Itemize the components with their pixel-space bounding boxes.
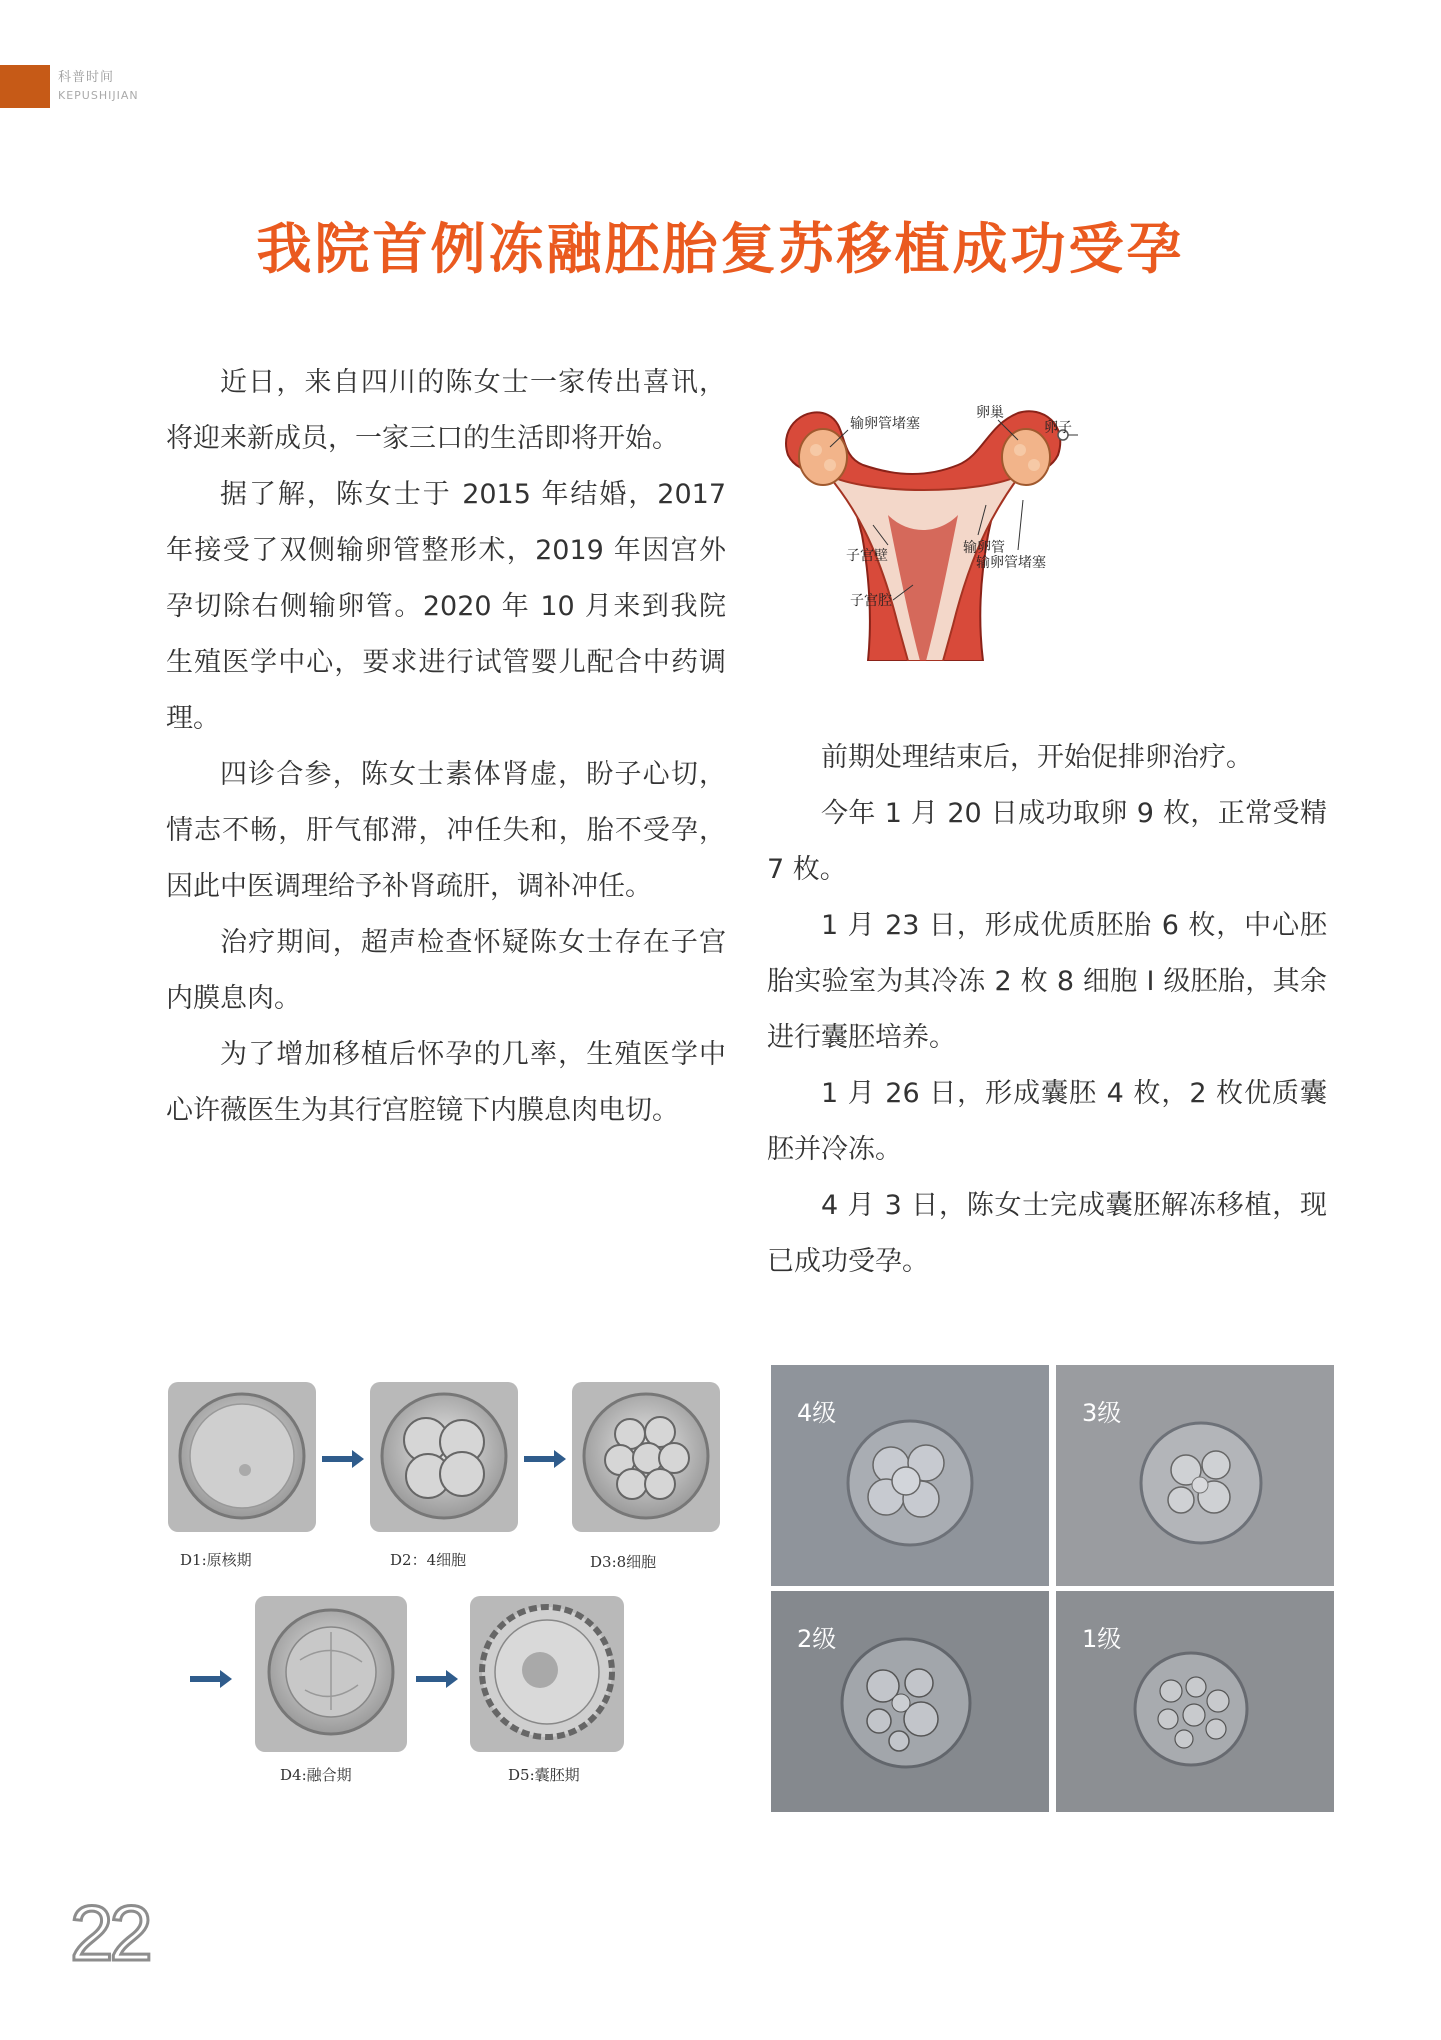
stage-label: D2：4细胞	[390, 1551, 467, 1569]
paragraph: 为了增加移植后怀孕的几率，生殖医学中心许薇医生为其行宫腔镜下内膜息肉电切。	[166, 1039, 726, 1126]
label-egg: 卵子	[1044, 420, 1072, 436]
stage-d5-image	[470, 1596, 624, 1752]
paragraph: 据了解，陈女士于 2015 年结婚，2017 年接受了双侧输卵管整形术，2019 年因宫外孕切除右侧输卵管。2020 年 10 月来到我院生殖医学中心，要求进行试管婴儿配合中药调理。	[166, 479, 726, 734]
grade-label: 3级	[1082, 1399, 1122, 1427]
embryo-stages-figure	[160, 1370, 735, 1800]
article-left-column	[166, 355, 726, 1139]
paragraph: 前期处理结束后，开始促排卵治疗。	[821, 742, 1253, 773]
grade-3-image	[1056, 1365, 1334, 1586]
label-fallopian-tube: 输卵管	[963, 540, 1005, 556]
label-uterine-wall: 子宫壁	[846, 548, 888, 564]
section-name: 科普时间	[58, 70, 115, 85]
section-name-pinyin: KEPUSHIJIAN	[58, 89, 139, 102]
arrow-icon	[416, 1670, 458, 1688]
stage-label: D3:8细胞	[590, 1553, 657, 1571]
stage-d1-image	[168, 1382, 316, 1532]
grade-label: 4级	[797, 1399, 837, 1427]
label-ovary: 卵巢	[976, 405, 1004, 421]
grade-2-image	[771, 1591, 1049, 1812]
arrow-icon	[524, 1450, 566, 1468]
article-title: 我院首例冻融胚胎复苏移植成功受孕	[256, 216, 1185, 281]
paragraph: 4 月 3 日，陈女士完成囊胚解冻移植，现已成功受孕。	[767, 1190, 1327, 1277]
stage-label: D4:融合期	[280, 1766, 352, 1784]
uterus-illustration	[768, 395, 1080, 661]
grade-1-image	[1056, 1591, 1334, 1812]
paragraph: 1 月 23 日，形成优质胚胎 6 枚，中心胚胎实验室为其冷冻 2 枚 8 细胞 I 级胚胎，其余进行囊胚培养。	[767, 910, 1327, 1053]
label-tube-block-right: 输卵管堵塞	[976, 555, 1046, 571]
paragraph: 治疗期间，超声检查怀疑陈女士存在子宫内膜息肉。	[166, 927, 726, 1014]
grade-label: 1级	[1082, 1625, 1122, 1653]
uterus-diagram	[768, 395, 1080, 661]
stage-label: D1:原核期	[180, 1551, 252, 1569]
arrow-icon	[322, 1450, 364, 1468]
stage-d4-image	[255, 1596, 407, 1752]
stage-d3-image	[572, 1382, 720, 1532]
embryo-stages-illustration	[160, 1370, 735, 1800]
section-accent-bar	[0, 65, 50, 108]
stage-d2-image	[370, 1382, 518, 1532]
stage-label: D5:囊胚期	[508, 1766, 580, 1784]
label-uterine-cavity: 子宫腔	[850, 593, 892, 609]
arrow-icon	[190, 1670, 232, 1688]
grade-label: 2级	[797, 1625, 837, 1653]
paragraph: 今年 1 月 20 日成功取卵 9 枚，正常受精 7 枚。	[767, 798, 1327, 885]
grade-4-image	[771, 1365, 1049, 1586]
paragraph: 1 月 26 日，形成囊胚 4 枚，2 枚优质囊胚并冷冻。	[767, 1078, 1327, 1165]
paragraph: 近日，来自四川的陈女士一家传出喜讯，将迎来新成员，一家三口的生活即将开始。	[166, 367, 726, 454]
paragraph: 四诊合参，陈女士素体肾虚，盼子心切，情志不畅，肝气郁滞，冲任失和，胎不受孕，因此中医调理给予补肾疏肝，调补冲任。	[166, 759, 726, 902]
article-right-column	[767, 730, 1327, 1290]
page-number: 22	[70, 1889, 149, 1977]
label-tube-block-left: 输卵管堵塞	[850, 416, 920, 432]
embryo-grades-figure	[771, 1365, 1334, 1812]
